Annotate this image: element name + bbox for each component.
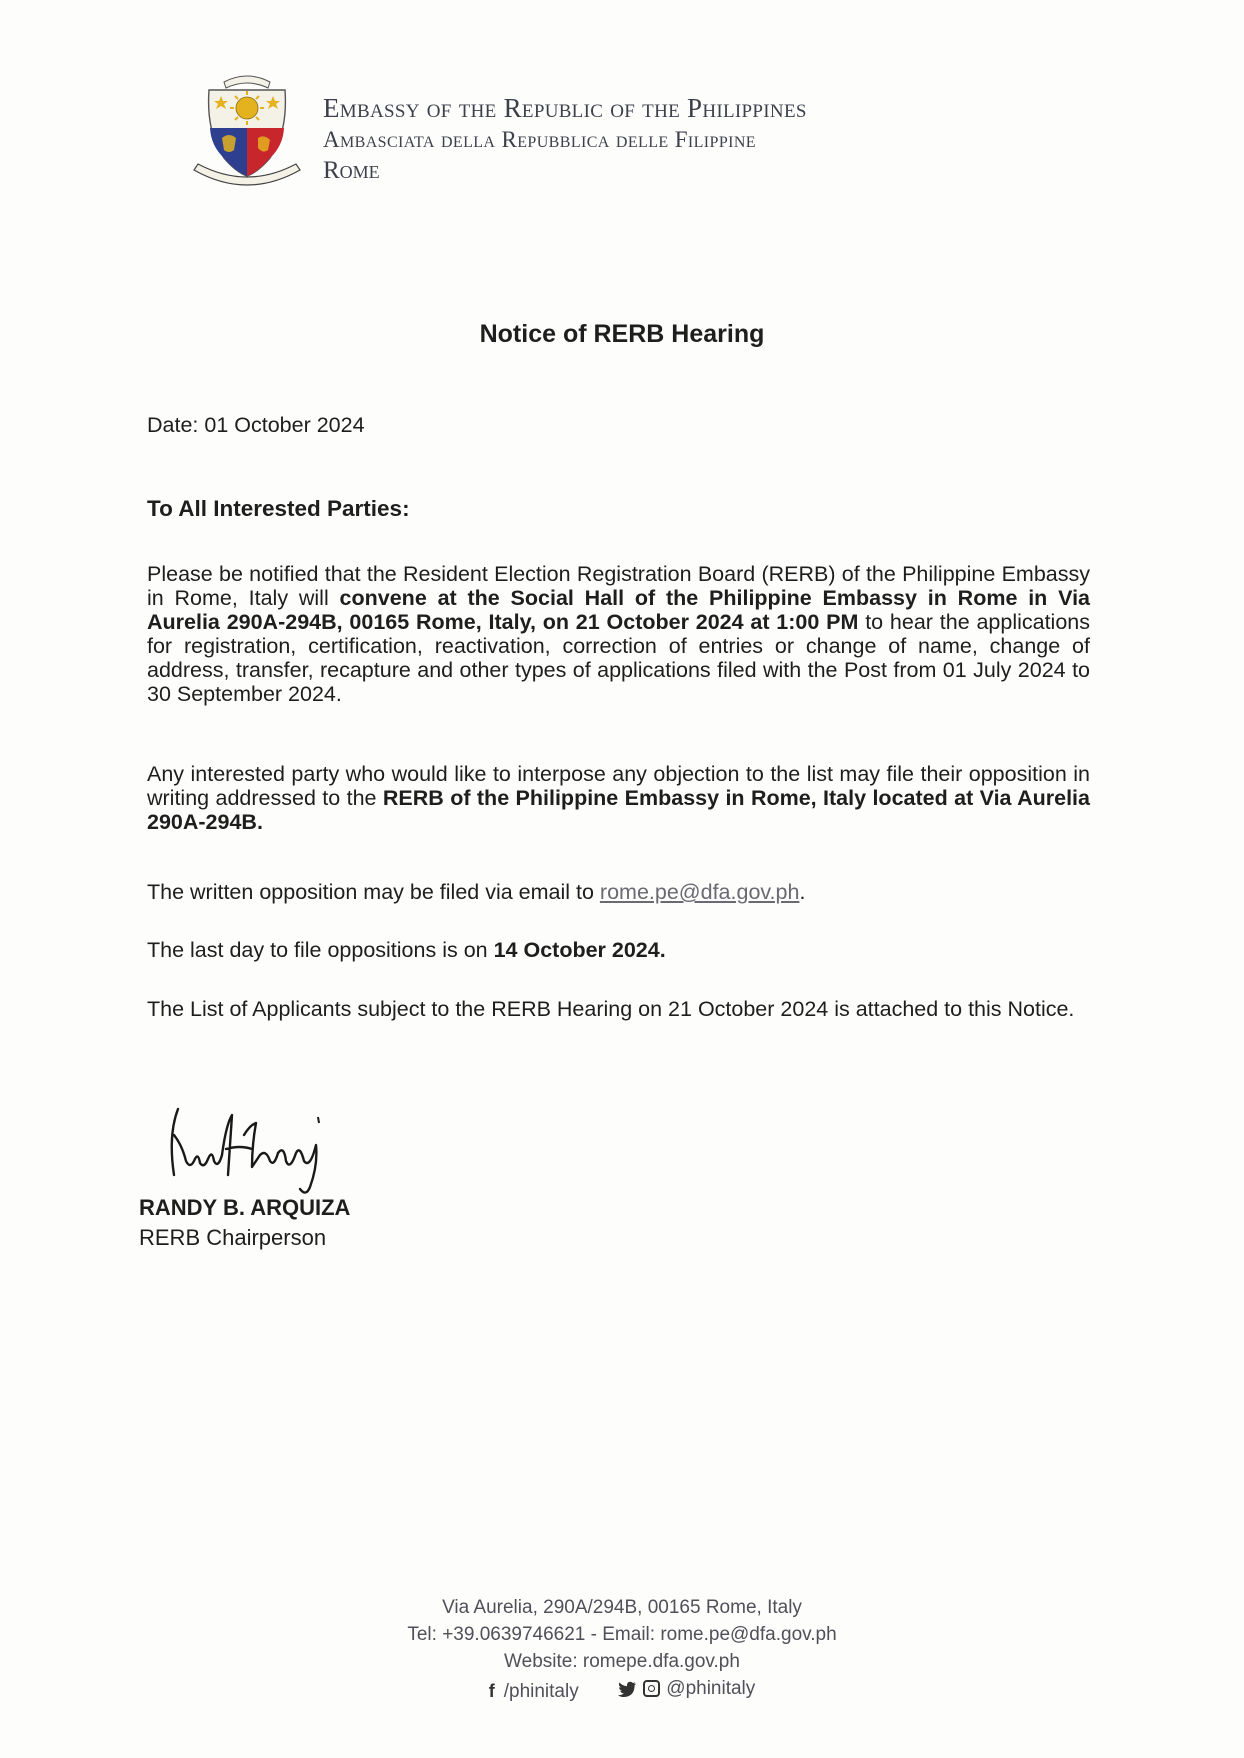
paragraph-text: to hear the applications for registration, certification, reactivation, correction of entries or change of name, change of address, transfer, recapture and other types of applications filed with the Post from 01 July 2024 to 30 September 2024.: [147, 610, 1090, 706]
deadline-date: 14 October 2024.: [493, 938, 666, 962]
paragraph-email-filing: [147, 880, 1090, 904]
twitter-icon: [617, 1681, 637, 1697]
paragraph-text: Any interested party who would like to interpose any objection to the list may file their opposition in writing addressed to the: [147, 762, 1090, 810]
footer-social: [0, 1675, 1244, 1705]
email-link[interactable]: rome.pe@dfa.gov.ph: [599, 880, 800, 904]
paragraph-attachment: The List of Applicants subject to the RERB Hearing on 21 October 2024 is attached to this Notice.: [147, 997, 1075, 1021]
notice-date: Date: 01 October 2024: [147, 413, 365, 437]
social-handle: @phinitaly: [666, 1678, 756, 1699]
footer: [0, 1594, 1244, 1705]
instagram-icon: [643, 1680, 660, 1697]
hearing-venue-and-time: convene at the Social Hall of the Philippine Embassy in Rome in Via Aurelia 290A-294B, 00165 Rome, Italy, on 21 October 2024 at 1:00 PM: [147, 586, 1090, 634]
footer-website: Website: romepe.dfa.gov.ph: [504, 1651, 740, 1672]
signatory-name: RANDY B. ARQUIZA: [139, 1195, 351, 1220]
paragraph-hearing-details: [147, 562, 1090, 706]
letterhead: [323, 92, 807, 187]
paragraph-text: .: [799, 880, 806, 904]
letterhead-city: Rome: [323, 157, 380, 184]
footer-contact: Tel: +39.0639746621 - Email: rome.pe@dfa.gov.ph: [407, 1624, 837, 1645]
salutation: To All Interested Parties:: [147, 496, 410, 521]
facebook-handle: /phinitaly: [503, 1680, 579, 1702]
paragraph-text: The last day to file oppositions is on: [147, 938, 494, 962]
paragraph-objection: [147, 762, 1090, 834]
signatory-title: RERB Chairperson: [139, 1225, 327, 1250]
letterhead-embassy-en: Embassy of the Republic of the Philippines: [323, 93, 807, 123]
letterhead-embassy-it: Ambasciata della Repubblica delle Filippine: [323, 127, 756, 152]
facebook-icon: f: [488, 1680, 495, 1701]
paragraph-text: The written opposition may be filed via email to: [147, 880, 600, 904]
paragraph-deadline: [147, 938, 1090, 962]
rerb-address: RERB of the Philippine Embassy in Rome, Italy located at Via Aurelia 290A-294B.: [147, 786, 1090, 834]
footer-address: Via Aurelia, 290A/294B, 00165 Rome, Italy: [442, 1597, 802, 1618]
notice-title: Notice of RERB Hearing: [479, 320, 765, 348]
handwritten-signature: [160, 1105, 360, 1200]
paragraph-text: Please be notified that the Resident Election Registration Board (RERB) of the Philippine Embassy in Rome, Italy will: [147, 562, 1090, 610]
philippine-seal-icon: [184, 72, 310, 198]
